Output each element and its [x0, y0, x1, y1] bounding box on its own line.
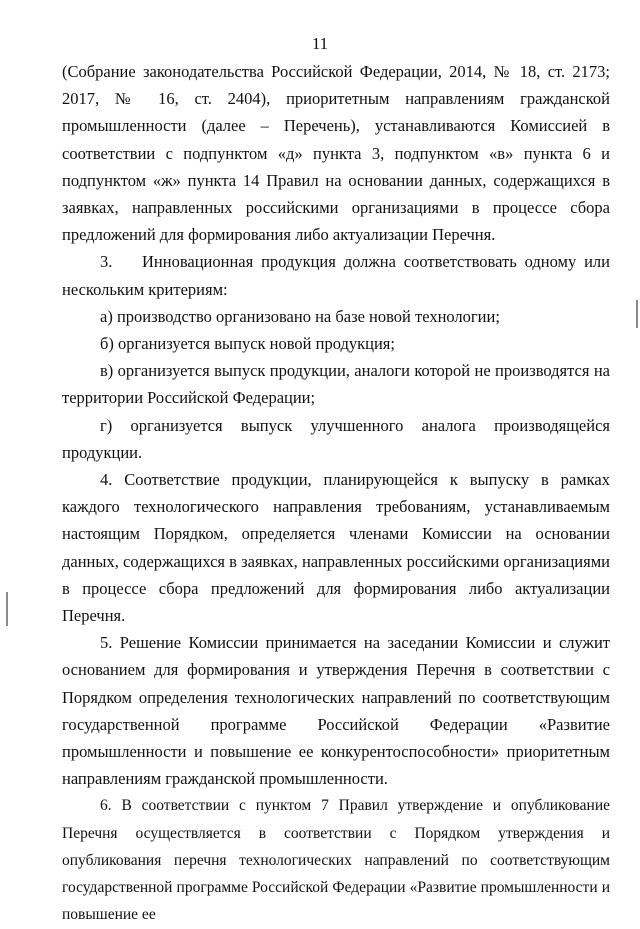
paragraph-3 [62, 248, 610, 302]
criterion-v: в) организуется выпуск продукции, аналоги которой не производятся на территории Российской Федерации; [62, 361, 610, 408]
scan-mark-right [636, 300, 638, 328]
criterion-g: г) организуется выпуск улучшенного аналога производящейся продукции. [62, 415, 610, 462]
paragraph-5: 5. Решение Комиссии принимается на заседании Комиссии и служит основанием для формирования и утверждения Перечня в соответствии с Порядком определения технологических направлений по соответствующим государственной программе Российской Федерации «Развитие промышленности и повышение ее конкурентоспособности» приоритетным направлениям гражданской промышленности. [62, 633, 610, 789]
document-body [62, 58, 610, 929]
scan-mark-left [6, 592, 8, 626]
criterion-a: а) производство организовано на базе новой технологии; [100, 306, 500, 326]
page-number: 11 [311, 34, 329, 53]
paragraph-continuation: (Собрание законодательства Российской Федерации, 2014, № 18, ст. 2173; 2017, № 16, ст. 2404), приоритетным направлениям гражданской промышленности (далее – Перечень), устанавливаются Комиссией в соответствии с подпунктом «д» пункта 3, подпунктом «в» пункта 6 и подпунктом «ж» пункта 14 Правил на основании данных, содержащихся в заявках, направленных российскими организациями в процессе сбора предложений для формирования либо актуализации Перечня. [62, 62, 610, 245]
paragraph-3-number: 3. [100, 252, 113, 272]
paragraph-4: 4. Соответствие продукции, планирующейся к выпуску в рамках каждого технологического направления требованиям, устанавливаемым настоящим Порядком, определяется членами Комиссии на основании данных, содержащихся в заявках, направленных российскими организациями в процессе сбора предложений для формирования либо актуализации Перечня. [62, 470, 610, 626]
criterion-b: б) организуется выпуск новой продукция; [100, 334, 395, 354]
paragraph-3-text: Инновационная продукция должна соответствовать одному или нескольким критериям: [62, 252, 610, 299]
paragraph-6: 6. В соответствии с пунктом 7 Правил утверждение и опубликование Перечня осуществляется в соответствии с Порядком утверждения и опубликования перечня технологических направлений по соответствующим государственной программе Российской Федерации «Развитие промышленности и повышение ее [62, 797, 610, 924]
